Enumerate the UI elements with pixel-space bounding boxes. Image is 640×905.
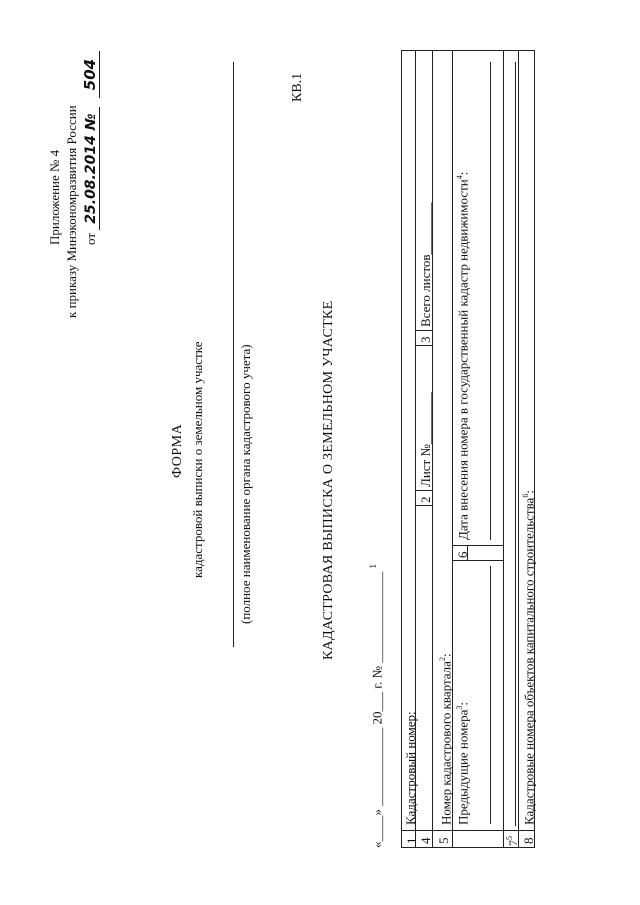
handwritten-number: 504 bbox=[81, 51, 100, 98]
total-sheets-index: 3 bbox=[418, 336, 433, 343]
previous-numbers-blank-line bbox=[490, 566, 491, 824]
form-subtitle: кадастровой выписки о земельном участке bbox=[190, 341, 205, 578]
capital-objects-text: Кадастровые номера объектов капитального строительства bbox=[521, 497, 537, 825]
cadastral-number-label: Кадастровый номер: bbox=[403, 711, 418, 825]
total-sheets-blank: ________ bbox=[418, 202, 433, 255]
capital-objects-sup: 6 bbox=[521, 493, 530, 498]
cadastral-quarter-sup: 2 bbox=[438, 657, 447, 662]
form-code: КВ.1 bbox=[290, 72, 305, 102]
registration-date-label bbox=[455, 172, 471, 540]
date-prefix: от bbox=[83, 232, 98, 245]
document-title: КАДАСТРОВАЯ ВЫПИСКА О ЗЕМЕЛЬНОМ УЧАСТКЕ bbox=[321, 300, 336, 660]
handwritten-date: 25.08.2014 № bbox=[83, 107, 100, 229]
row-num-7-text: 7 bbox=[506, 840, 520, 846]
appendix-label: Приложение № 4 bbox=[47, 149, 62, 245]
sheet-number-text: Лист № bbox=[418, 444, 433, 487]
registration-date-text: Дата внесения номера в государственный кадастр недвижимости bbox=[455, 179, 471, 540]
sheet-num-index: 2 bbox=[418, 496, 433, 503]
issue-date-text: «____» ____________ 20___ г. № ______________ bbox=[369, 571, 385, 848]
previous-numbers-label bbox=[455, 702, 471, 825]
previous-numbers-suffix: : bbox=[455, 701, 471, 706]
registration-date-blank-line bbox=[490, 62, 491, 540]
previous-numbers-sup: 3 bbox=[455, 705, 464, 710]
row-num-4: 4 bbox=[418, 837, 433, 844]
sheet-number-label bbox=[418, 392, 434, 487]
row-num-6: 6 bbox=[455, 551, 470, 558]
authority-caption: (полное наименование органа кадастрового учета) bbox=[238, 344, 253, 624]
row-num-1: 1 bbox=[404, 837, 419, 844]
row-num-7 bbox=[505, 836, 521, 846]
cadastral-quarter-suffix: : bbox=[438, 653, 454, 658]
order-reference: к приказу Минэкономразвития России bbox=[64, 105, 79, 318]
sheet-number-blank: ________ bbox=[418, 392, 433, 445]
row-num-7-sup: 5 bbox=[505, 836, 514, 840]
cadastral-quarter-label bbox=[438, 653, 454, 825]
total-sheets-label bbox=[418, 203, 434, 328]
registration-date-suffix: : bbox=[455, 171, 471, 176]
order-date-line bbox=[81, 51, 99, 245]
form-title: ФОРМА bbox=[170, 423, 185, 478]
authority-line bbox=[233, 62, 234, 647]
capital-objects-label bbox=[521, 490, 537, 825]
row-7-blank-line bbox=[515, 62, 516, 826]
capital-objects-suffix: : bbox=[521, 490, 537, 494]
registration-date-sup: 4 bbox=[455, 175, 464, 180]
row-num-5: 5 bbox=[436, 837, 451, 844]
row-num-8: 8 bbox=[521, 837, 536, 844]
cadastral-quarter-text: Номер кадастрового квартала bbox=[438, 661, 454, 825]
total-sheets-text: Всего листов bbox=[418, 254, 433, 327]
previous-numbers-text: Предыдущие номера bbox=[455, 709, 471, 825]
issue-date-line bbox=[368, 564, 385, 848]
issue-date-footnote: 1 bbox=[368, 563, 378, 569]
